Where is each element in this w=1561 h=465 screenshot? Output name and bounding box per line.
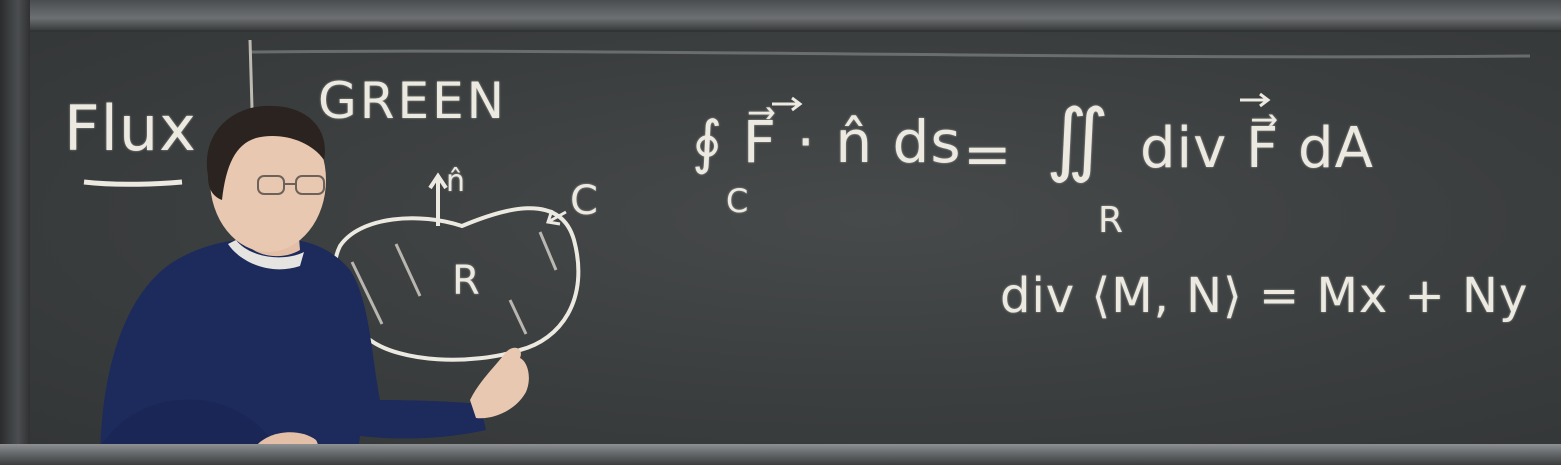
divergence-integrand: div F⃗ dA [1140,116,1374,181]
normal-label: n̂ [446,164,467,199]
curve-label: C [570,178,599,224]
double-integral-sign: ∬ [1046,92,1111,185]
flux-heading: Flux [64,92,197,165]
double-integral-subscript: R [1098,200,1125,241]
flux-underline [84,182,182,184]
chalk-tray [0,444,1561,465]
flux-line-integral: ∮ F⃗ · n̂ ds [692,108,962,176]
line-integral-subscript: C [726,182,750,220]
chalk-vertical-mark [250,40,252,108]
divergence-definition: div ⟨M, N⟩ = Mx + Ny [1000,268,1529,324]
region-label: R [452,258,481,304]
green-heading: GREEN [318,72,508,130]
chalk-smudge [250,51,1530,57]
equals-sign: = [963,120,1013,188]
vector-arrow-rhs [1240,94,1268,106]
